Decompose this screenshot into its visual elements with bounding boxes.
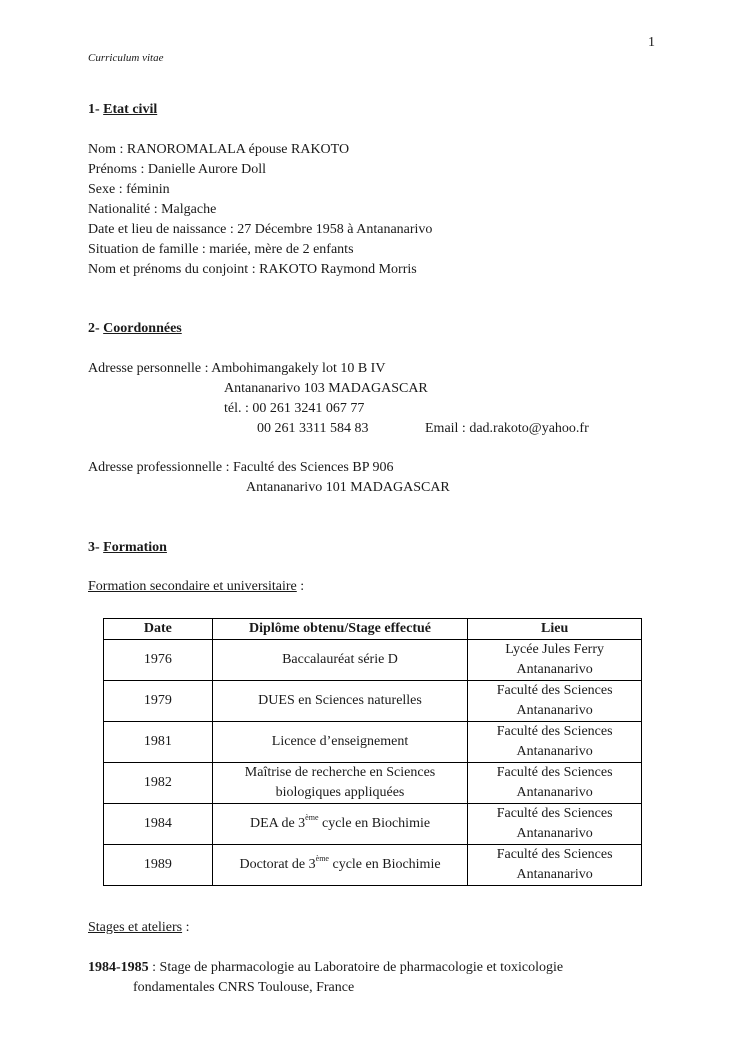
- table-row: [104, 845, 642, 886]
- cell-lieu-line2: Antananarivo: [516, 662, 593, 677]
- stages-title: Stages et ateliers: [88, 920, 183, 935]
- section-3-number: 3-: [88, 540, 100, 555]
- cell-lieu: [468, 681, 642, 722]
- cell-date: 1982: [104, 763, 213, 804]
- adresse-personnelle-ville: Antananarivo 103 MADAGASCAR: [224, 381, 428, 396]
- cell-diplome: Baccalauréat série D: [212, 640, 468, 681]
- cell-date: 1984: [104, 804, 213, 845]
- cell-lieu: [468, 763, 642, 804]
- cell-lieu-line1: Faculté des Sciences: [496, 806, 613, 821]
- telephone-2: 00 261 3311 584 83: [257, 421, 369, 436]
- section-2-title: Coordonnées: [103, 321, 182, 336]
- cell-diplome-line2: biologiques appliquées: [275, 785, 405, 800]
- formation-table: [103, 618, 642, 886]
- section-3-heading: [88, 538, 167, 558]
- formation-colon: :: [296, 579, 305, 594]
- section-1-title: Etat civil: [103, 102, 158, 117]
- cell-lieu-line2: Antananarivo: [516, 744, 593, 759]
- table-header-row: [104, 619, 642, 640]
- formation-subtitle: Formation secondaire et universitaire: [88, 579, 297, 594]
- running-header: Curriculum vitae: [88, 52, 164, 64]
- formation-subheading: [88, 577, 304, 597]
- cell-lieu-line2: Antananarivo: [516, 826, 593, 841]
- stages-subheading: [88, 918, 189, 938]
- cell-lieu-line1: Faculté des Sciences: [496, 765, 613, 780]
- cell-diplome: [212, 763, 468, 804]
- stage-year: 1984-1985: [88, 960, 149, 975]
- cell-lieu: [468, 845, 642, 886]
- cell-diplome-pre: DEA de 3: [249, 816, 306, 831]
- table-row: [104, 804, 642, 845]
- cell-diplome: DUES en Sciences naturelles: [212, 681, 468, 722]
- cell-lieu-line2: Antananarivo: [516, 703, 593, 718]
- header-lieu: Lieu: [468, 619, 642, 640]
- stages-colon: :: [182, 920, 190, 935]
- etat-civil-nom: Nom : RANOROMALALA épouse RAKOTO: [88, 142, 350, 157]
- cell-lieu: [468, 640, 642, 681]
- table-row: [104, 763, 642, 804]
- cell-lieu: [468, 722, 642, 763]
- section-3-title: Formation: [103, 540, 167, 555]
- section-1-number: 1-: [88, 102, 100, 117]
- cell-diplome-post: cycle en Biochimie: [318, 816, 431, 831]
- header-date: Date: [104, 619, 213, 640]
- stage-text-cont: fondamentales CNRS Toulouse, France: [133, 980, 355, 995]
- cell-diplome: [212, 804, 468, 845]
- etat-civil-situation: Situation de famille : mariée, mère de 2 enfants: [88, 242, 354, 257]
- table-row: [104, 681, 642, 722]
- cell-lieu-line2: Antananarivo: [516, 785, 593, 800]
- cell-diplome-line1: Maîtrise de recherche en Sciences: [244, 765, 436, 780]
- cell-date: 1981: [104, 722, 213, 763]
- section-2-number: 2-: [88, 321, 100, 336]
- adresse-professionnelle: Adresse professionnelle : Faculté des Sciences BP 906: [88, 460, 394, 475]
- etat-civil-naissance: Date et lieu de naissance : 27 Décembre 1958 à Antananarivo: [88, 222, 433, 237]
- cell-diplome-pre: Doctorat de 3: [239, 857, 316, 872]
- header-diplome: Diplôme obtenu/Stage effectué: [212, 619, 468, 640]
- cell-diplome-post: cycle en Biochimie: [328, 857, 441, 872]
- table-row: [104, 640, 642, 681]
- cell-diplome: [212, 845, 468, 886]
- cell-date: 1989: [104, 845, 213, 886]
- adresse-professionnelle-ville: Antananarivo 101 MADAGASCAR: [246, 480, 450, 495]
- stage-text: : Stage de pharmacologie au Laboratoire de pharmacologie et toxicologie: [148, 960, 564, 975]
- section-2-heading: [88, 319, 182, 339]
- cell-diplome-sup: ème: [315, 854, 329, 864]
- cell-date: 1979: [104, 681, 213, 722]
- cell-diplome-sup: ème: [305, 813, 319, 823]
- etat-civil-conjoint: Nom et prénoms du conjoint : RAKOTO Raymond Morris: [88, 262, 417, 277]
- cell-lieu-line1: Faculté des Sciences: [496, 724, 613, 739]
- telephone-1: tél. : 00 261 3241 067 77: [224, 401, 365, 416]
- cell-lieu-line2: Antananarivo: [516, 867, 593, 882]
- email: Email : dad.rakoto@yahoo.fr: [425, 421, 589, 436]
- adresse-personnelle: Adresse personnelle : Ambohimangakely lot 10 B IV: [88, 361, 386, 376]
- etat-civil-sexe: Sexe : féminin: [88, 182, 170, 197]
- table-row: [104, 722, 642, 763]
- etat-civil-nationalite: Nationalité : Malgache: [88, 202, 217, 217]
- cell-date: 1976: [104, 640, 213, 681]
- page-number: 1: [648, 35, 655, 50]
- cell-lieu-line1: Faculté des Sciences: [496, 683, 613, 698]
- cell-lieu-line1: Lycée Jules Ferry: [505, 642, 604, 657]
- stage-entry: [88, 958, 655, 998]
- section-1-heading: [88, 100, 157, 120]
- etat-civil-prenoms: Prénoms : Danielle Aurore Doll: [88, 162, 267, 177]
- cell-diplome: Licence d’enseignement: [212, 722, 468, 763]
- cell-lieu-line1: Faculté des Sciences: [496, 847, 613, 862]
- cell-lieu: [468, 804, 642, 845]
